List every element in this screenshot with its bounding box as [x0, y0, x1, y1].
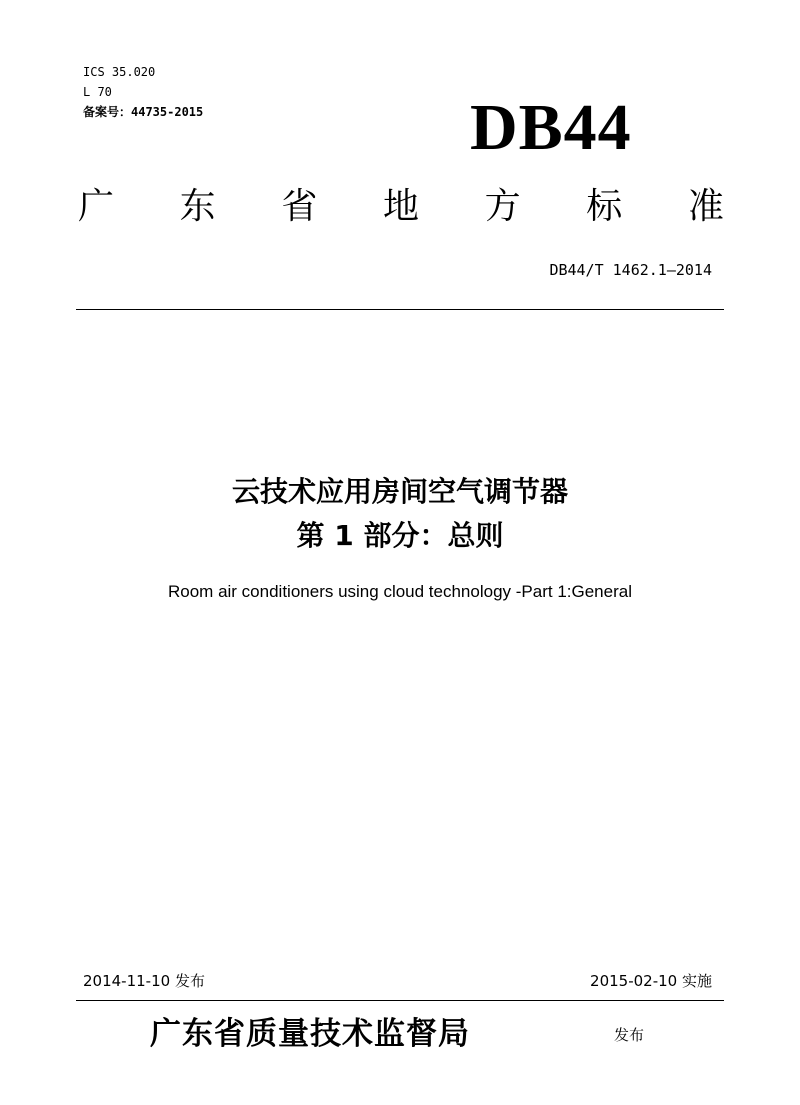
- standard-number: DB44/T 1462.1—2014: [549, 261, 712, 279]
- standard-type-char: 东: [179, 186, 216, 227]
- issuing-label: 发布: [614, 1026, 645, 1044]
- chinese-title: [0, 470, 800, 558]
- ics-code: ICS 35.020: [83, 65, 156, 79]
- filing-number: 备案号：44735-2015: [83, 105, 204, 119]
- standard-type-char: 省: [281, 186, 318, 227]
- bottom-divider: [76, 1000, 724, 1001]
- chinese-title-line-2: 第 1 部分：总则: [296, 519, 504, 552]
- issuing-authority: 广东省质量技术监督局: [150, 1016, 470, 1052]
- chinese-title-line-1: 云技术应用房间空气调节器: [231, 475, 568, 508]
- standard-type-char: 方: [484, 186, 521, 227]
- standard-type-char: 标: [586, 186, 623, 227]
- classification-block: [83, 62, 203, 122]
- english-title: Room air conditioners using cloud technology -Part 1:General: [168, 582, 632, 601]
- standard-type-char: 广: [78, 186, 115, 227]
- standard-type-heading: [78, 183, 724, 231]
- implement-date: 2015-02-10 实施: [590, 972, 712, 990]
- db44-logo: DB44: [470, 91, 632, 164]
- standard-type-char: 地: [382, 186, 419, 227]
- publish-date: 2014-11-10 发布: [83, 972, 205, 990]
- ccs-code: L 70: [83, 85, 112, 99]
- top-divider: [76, 309, 724, 310]
- standard-type-char: 准: [687, 186, 724, 227]
